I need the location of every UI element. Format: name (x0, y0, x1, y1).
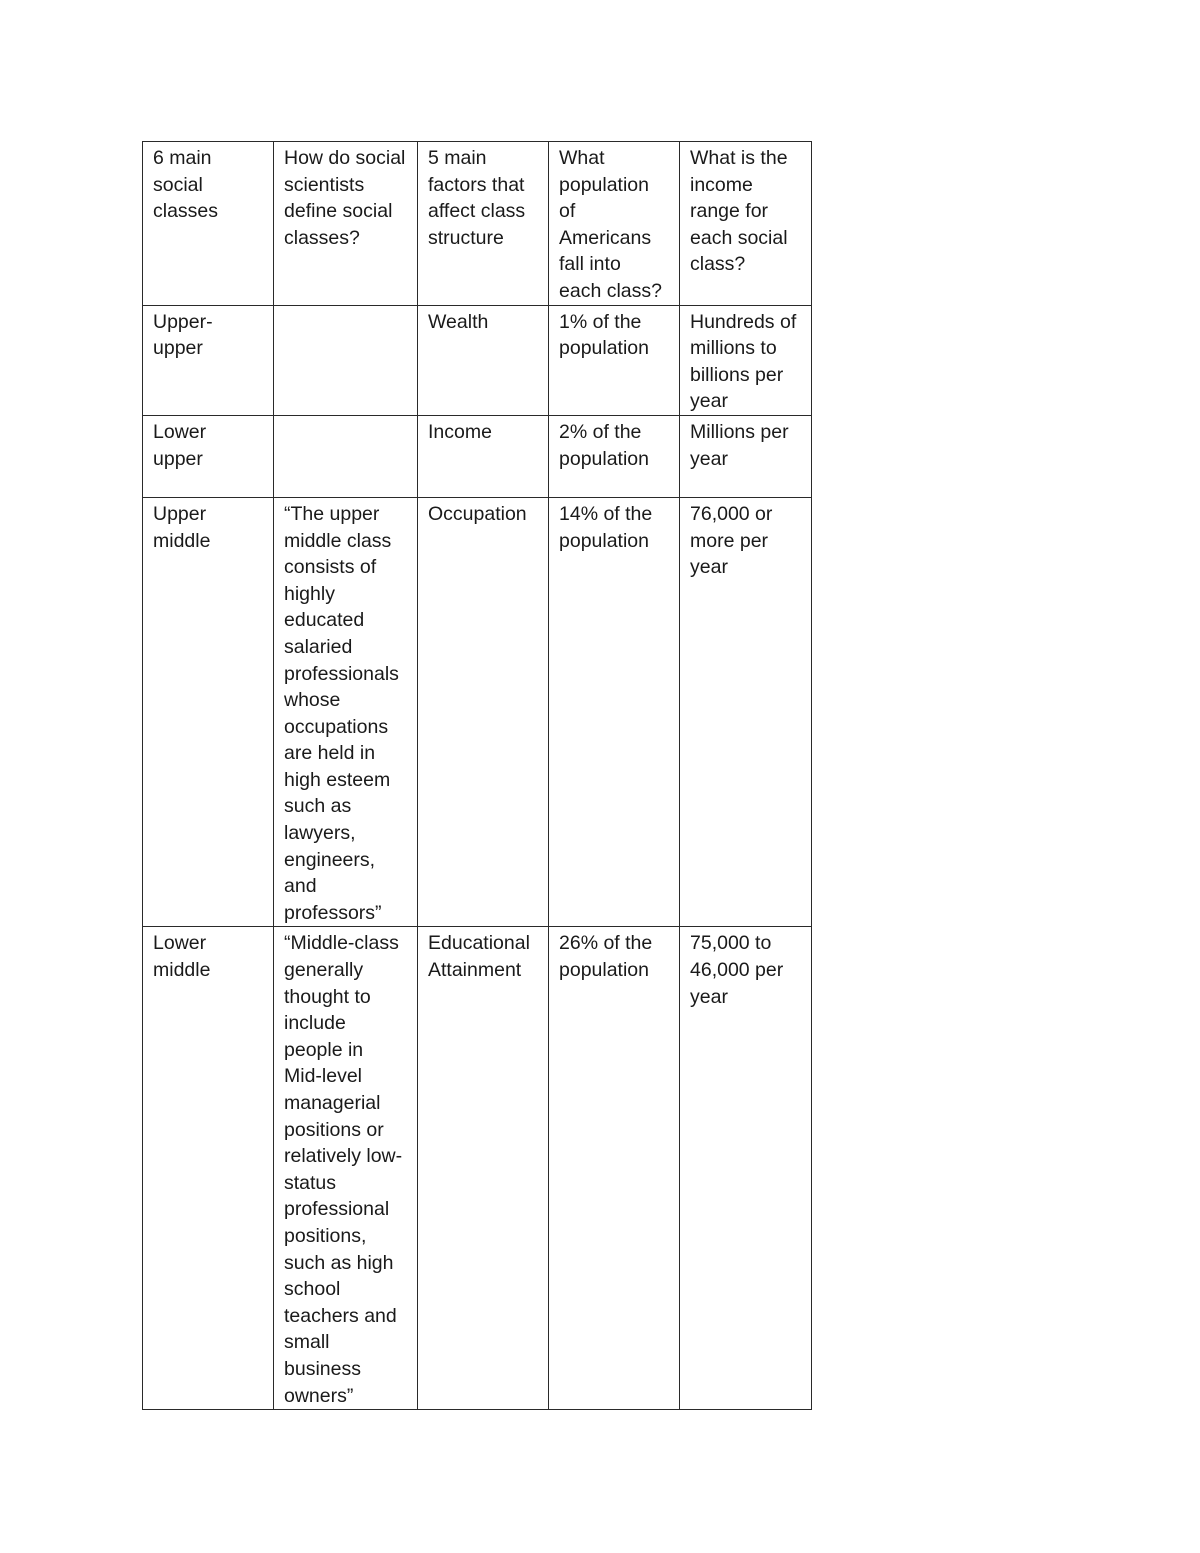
class-cell: Lower upper (143, 415, 274, 497)
income-cell: Hundreds of millions to billions per year (680, 305, 812, 415)
definition-cell: “Middle-class generally thought to include people in Mid-level managerial positions or relatively low- status professional positions, such as high school teachers and small business owners” (274, 927, 418, 1410)
class-cell: Lower middle (143, 927, 274, 1410)
factor-cell: Occupation (418, 497, 549, 927)
population-cell: 26% of the population (549, 927, 680, 1410)
factor-cell: Educational Attainment (418, 927, 549, 1410)
header-cell-factors: 5 main factors that affect class structure (418, 142, 549, 306)
header-cell-social-classes: 6 main social classes (143, 142, 274, 306)
header-cell-population: What population of Americans fall into each class? (549, 142, 680, 306)
table-row (143, 927, 812, 1410)
table-row (143, 415, 812, 497)
factor-cell: Income (418, 415, 549, 497)
income-cell: Millions per year (680, 415, 812, 497)
header-cell-income: What is the income range for each social class? (680, 142, 812, 306)
income-cell: 75,000 to 46,000 per year (680, 927, 812, 1410)
population-cell: 2% of the population (549, 415, 680, 497)
income-cell: 76,000 or more per year (680, 497, 812, 927)
class-cell: Upper- upper (143, 305, 274, 415)
definition-cell (274, 305, 418, 415)
definition-cell (274, 415, 418, 497)
social-class-table (142, 141, 812, 1410)
table-row (143, 305, 812, 415)
population-cell: 14% of the population (549, 497, 680, 927)
table-row (143, 497, 812, 927)
factor-cell: Wealth (418, 305, 549, 415)
header-cell-definition: How do social scientists define social classes? (274, 142, 418, 306)
population-cell: 1% of the population (549, 305, 680, 415)
definition-cell: “The upper middle class consists of highly educated salaried professionals whose occupations are held in high esteem such as lawyers, engineers, and professors” (274, 497, 418, 927)
class-cell: Upper middle (143, 497, 274, 927)
table-header-row (143, 142, 812, 306)
